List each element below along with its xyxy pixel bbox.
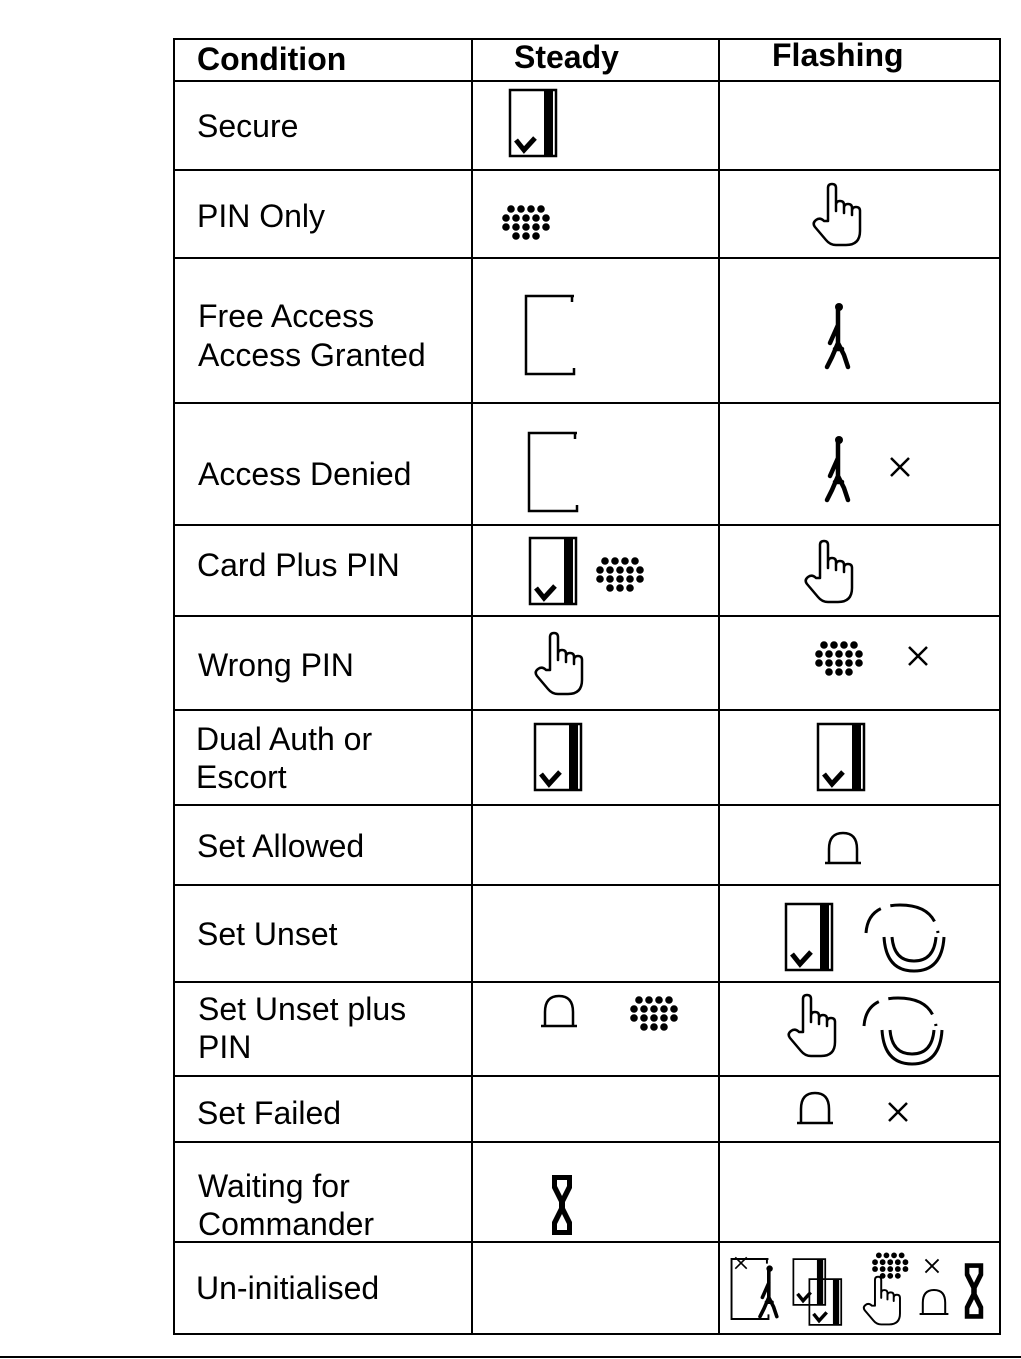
hand-icon	[534, 632, 584, 696]
condition-label: Secure	[197, 108, 299, 144]
condition-label: Access Denied	[198, 456, 412, 492]
keypad-icon	[630, 996, 680, 1032]
hand-icon	[804, 540, 854, 604]
keypad-icon	[502, 205, 552, 241]
row-divider	[175, 524, 999, 526]
condition-label: Waiting for	[198, 1168, 350, 1204]
card-icon	[533, 722, 585, 792]
header-steady: Steady	[514, 39, 619, 75]
row-divider	[175, 1075, 999, 1077]
condition-label: Set Unset	[197, 916, 338, 952]
hourglass-icon	[962, 1258, 986, 1324]
condition-label: PIN Only	[197, 198, 326, 234]
column-divider	[471, 40, 473, 1333]
walking-person-icon	[822, 303, 852, 367]
row-divider	[175, 804, 999, 806]
cross-icon	[889, 456, 911, 478]
row-divider	[175, 80, 999, 82]
set-unset-arcs-icon	[862, 903, 946, 977]
header-condition: Condition	[197, 41, 347, 77]
door-icon	[524, 294, 576, 376]
cross-icon	[907, 645, 929, 667]
set-unset-arcs-icon	[860, 996, 944, 1070]
cross-icon	[924, 1258, 940, 1274]
row-divider	[175, 169, 999, 171]
page-bottom-rule	[0, 1356, 1021, 1358]
condition-label: Commander	[198, 1206, 375, 1242]
cross-icon	[734, 1256, 748, 1270]
row-divider	[175, 615, 999, 617]
bell-icon	[823, 831, 863, 865]
card-icon	[784, 902, 836, 972]
all-symbols-icon	[728, 1250, 992, 1330]
condition-label: Wrong PIN	[198, 647, 354, 683]
card-icon	[528, 536, 580, 606]
header-flashing: Flashing	[772, 37, 904, 73]
condition-label: Set Allowed	[197, 828, 365, 864]
hand-icon	[812, 183, 862, 247]
condition-label: Un-initialised	[196, 1270, 380, 1306]
condition-label: Free Access	[198, 298, 375, 334]
condition-label: Escort	[196, 759, 287, 795]
card-icon	[816, 722, 868, 792]
condition-label: PIN	[198, 1029, 252, 1065]
bell-icon	[795, 1091, 835, 1125]
hourglass-icon	[549, 1172, 575, 1238]
row-divider	[175, 884, 999, 886]
row-divider	[175, 402, 999, 404]
cross-icon	[887, 1101, 909, 1123]
row-divider	[175, 257, 999, 259]
keypad-icon	[596, 557, 646, 593]
row-divider	[175, 709, 999, 711]
condition-label: Dual Auth or	[196, 721, 373, 757]
row-divider	[175, 1141, 999, 1143]
condition-label: Card Plus PIN	[197, 547, 400, 583]
card-icon	[808, 1276, 844, 1328]
condition-label: Access Granted	[198, 337, 426, 373]
walking-person-icon	[822, 436, 852, 500]
door-icon	[527, 431, 579, 513]
bell-icon	[918, 1288, 950, 1316]
column-divider	[718, 40, 720, 1333]
bell-icon	[539, 994, 579, 1028]
hand-icon	[787, 994, 837, 1058]
row-divider	[175, 981, 999, 983]
hand-icon	[862, 1276, 902, 1326]
walking-person-icon	[756, 1262, 780, 1320]
condition-label: Set Unset plus	[198, 991, 407, 1027]
condition-label: Set Failed	[197, 1095, 342, 1131]
keypad-icon	[815, 641, 865, 677]
card-icon	[508, 88, 560, 158]
